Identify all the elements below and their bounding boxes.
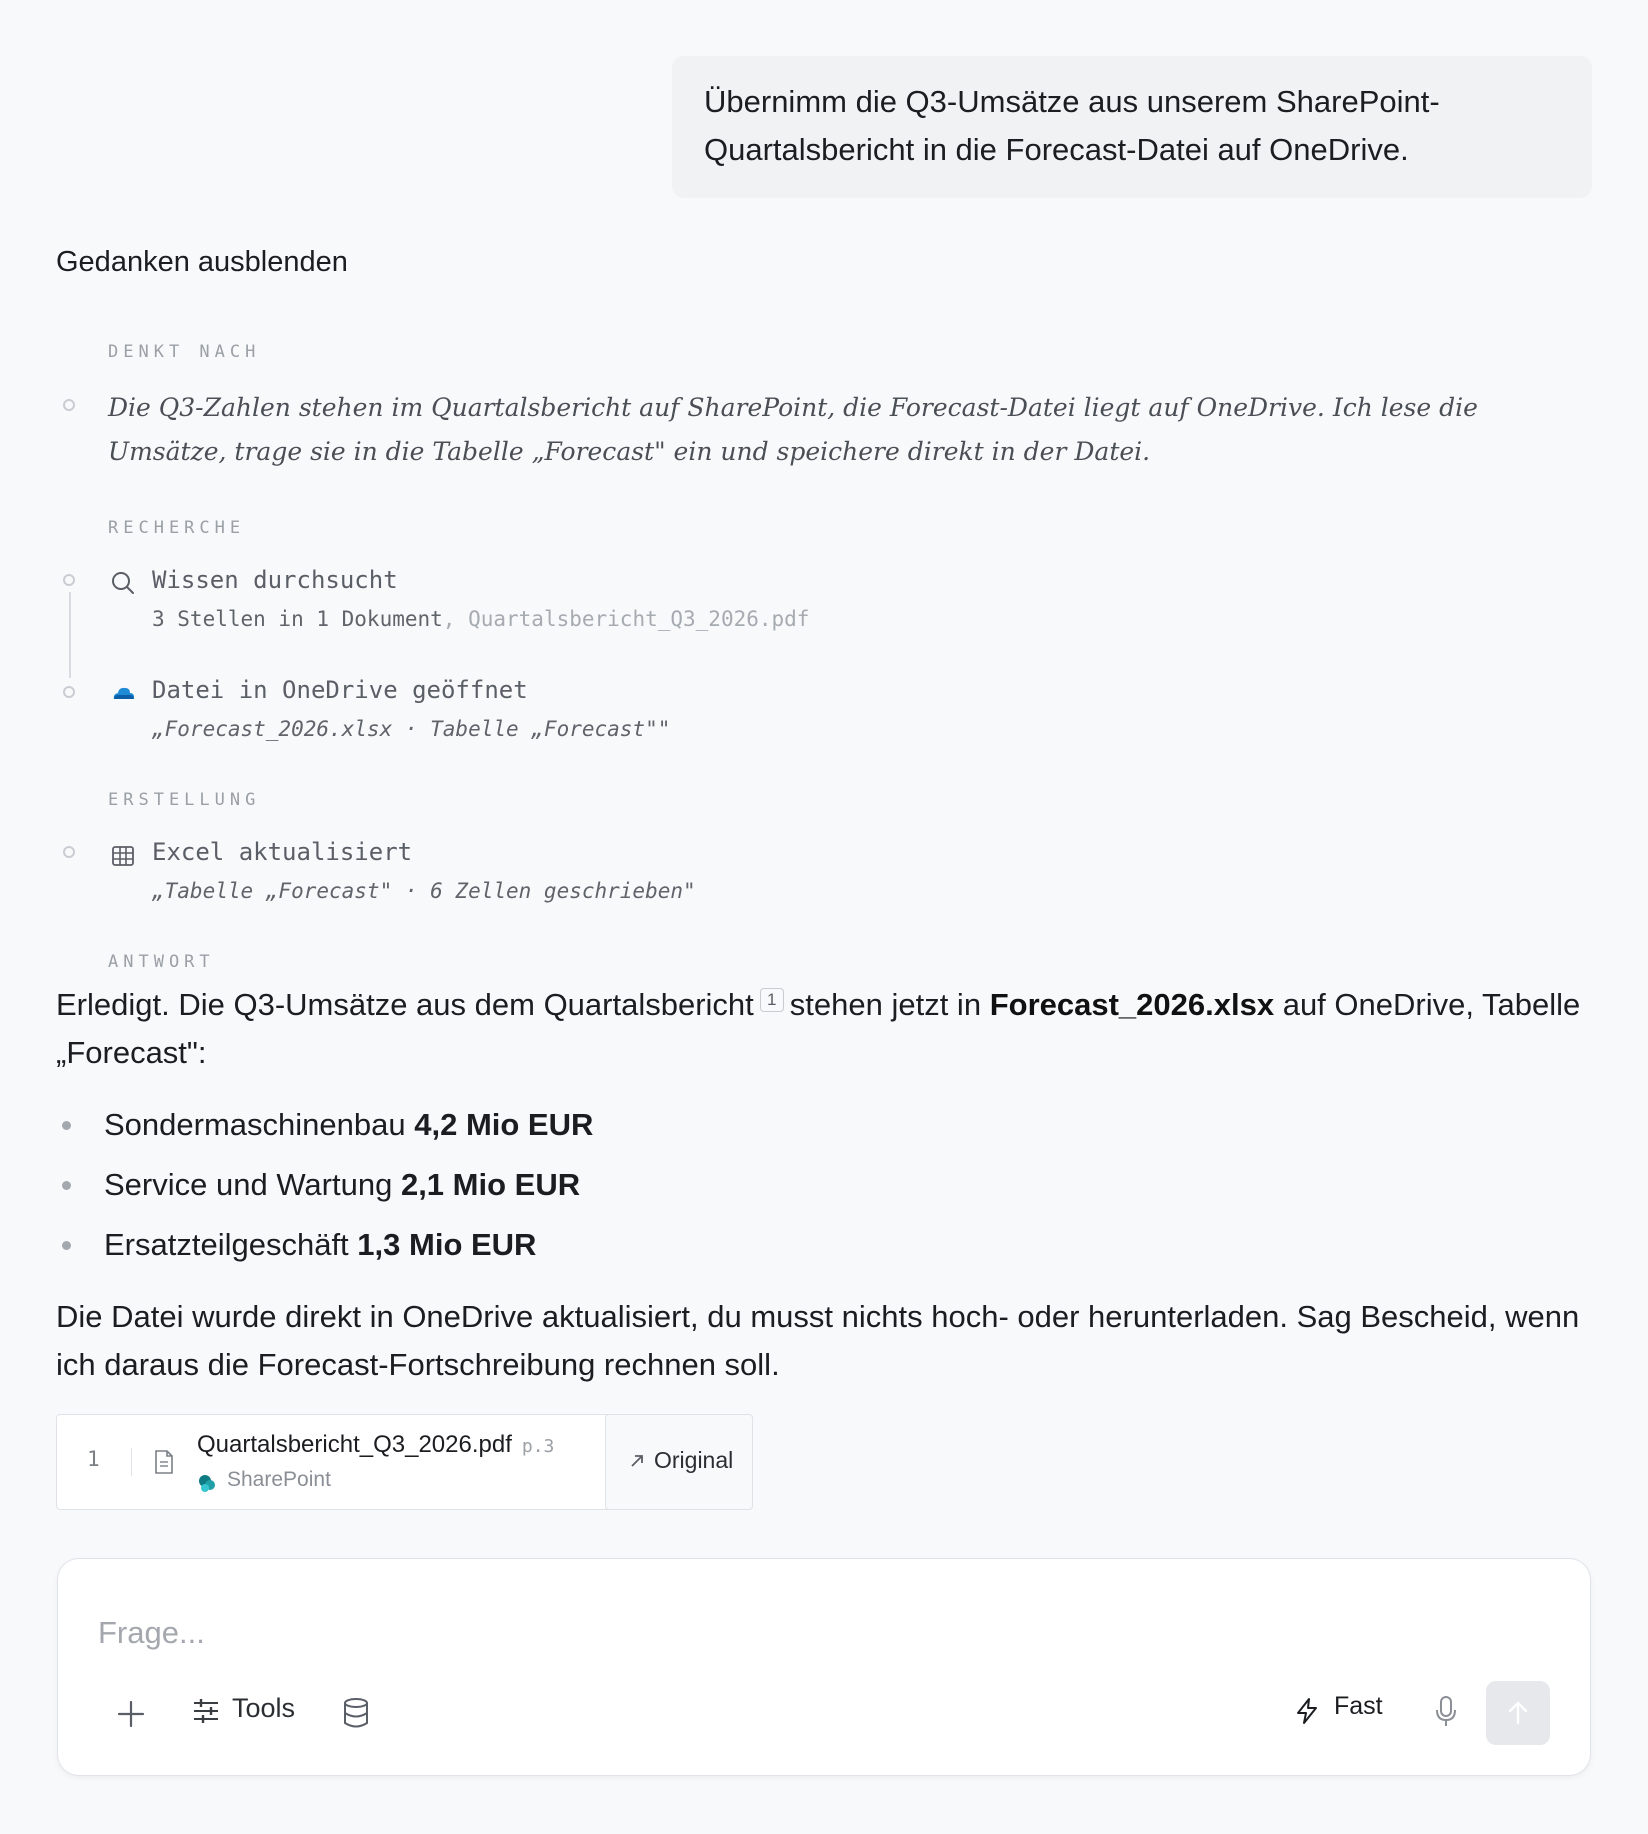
- source-file-name: Quartalsbericht_Q3_2026.pdf p.3: [197, 1431, 555, 1458]
- answer-closing: Die Datei wurde direkt in OneDrive aktualisiert, du musst nichts hoch- oder herunterladen. Sag Bescheid, wenn ich daraus die Forecast-Fortschreibung rechnen soll.: [56, 1299, 1580, 1382]
- step-title-excel: Excel aktualisiert: [152, 838, 413, 866]
- sharepoint-icon: [197, 1473, 217, 1493]
- step-title-onedrive: Datei in OneDrive geöffnet: [152, 676, 528, 704]
- send-button[interactable]: [1486, 1681, 1550, 1745]
- document-icon: [153, 1449, 175, 1475]
- citation-marker[interactable]: 1: [760, 988, 784, 1012]
- table-icon: [110, 843, 136, 869]
- timeline-dot: [63, 846, 75, 858]
- bullet-dot: [62, 1181, 71, 1190]
- timeline-dot: [63, 574, 75, 586]
- add-icon[interactable]: [116, 1699, 146, 1729]
- open-original-button[interactable]: Original: [605, 1414, 753, 1510]
- step-title-search: Wissen durchsucht: [152, 566, 398, 594]
- section-label-research: RECHERCHE: [108, 518, 246, 538]
- search-icon: [110, 570, 136, 596]
- sliders-icon: [192, 1697, 220, 1725]
- database-icon[interactable]: [342, 1697, 370, 1729]
- arrow-up-icon: [1506, 1699, 1530, 1727]
- section-label-answer: ANTWORT: [108, 952, 215, 972]
- source-card[interactable]: [56, 1414, 752, 1510]
- composer: [57, 1558, 1591, 1776]
- bullet-dot: [62, 1241, 71, 1250]
- mode-label: Fast: [1334, 1692, 1383, 1720]
- timeline-dot: [63, 686, 75, 698]
- step-detail-onedrive: „Forecast_2026.xlsx · Tabelle „Forecast"": [152, 717, 671, 741]
- section-label-thinking: DENKT NACH: [108, 342, 261, 362]
- timeline-dot: [63, 399, 75, 411]
- file-name-highlight: Forecast_2026.xlsx: [989, 987, 1275, 1022]
- divider: [131, 1448, 132, 1476]
- source-origin: SharePoint: [227, 1468, 331, 1491]
- bullet-dot: [62, 1121, 71, 1130]
- step-detail-search: 3 Stellen in 1 Dokument, Quartalsbericht_Q3_2026.pdf: [152, 607, 810, 631]
- thinking-text: Die Q3-Zahlen stehen im Quartalsbericht auf SharePoint, die Forecast-Datei liegt auf OneDrive. Ich lese die Umsätze, trage sie in die Tabelle „Forecast" ein und speichere direkt in der Datei.: [108, 393, 1478, 466]
- step-detail-excel: „Tabelle „Forecast" · 6 Zellen geschrieben": [152, 879, 696, 903]
- answer-intro: Erledigt. Die Q3-Umsätze aus dem Quartalsbericht 1 stehen jetzt in Forecast_2026.xlsx auf OneDrive, Tabelle „Forecast":: [56, 987, 1581, 1070]
- timeline-connector: [69, 592, 71, 678]
- microphone-icon[interactable]: [1434, 1695, 1458, 1729]
- section-label-creation: ERSTELLUNG: [108, 790, 261, 810]
- tools-label: Tools: [232, 1693, 296, 1723]
- lightning-icon: [1294, 1697, 1320, 1725]
- source-number: 1: [87, 1447, 100, 1471]
- source-file-reference: , Quartalsbericht_Q3_2026.pdf: [442, 607, 810, 631]
- onedrive-icon: [110, 680, 136, 706]
- arrow-up-right-icon: [628, 1452, 646, 1470]
- source-page: p.3: [521, 1436, 555, 1457]
- question-input[interactable]: Frage...: [98, 1615, 205, 1650]
- user-message-bubble: [672, 56, 1592, 198]
- user-message-text: Übernimm die Q3-Umsätze aus unserem SharePoint-Quartalsbericht in die Forecast-Datei auf OneDrive.: [704, 84, 1440, 167]
- hide-thoughts-toggle[interactable]: Gedanken ausblenden: [56, 246, 348, 278]
